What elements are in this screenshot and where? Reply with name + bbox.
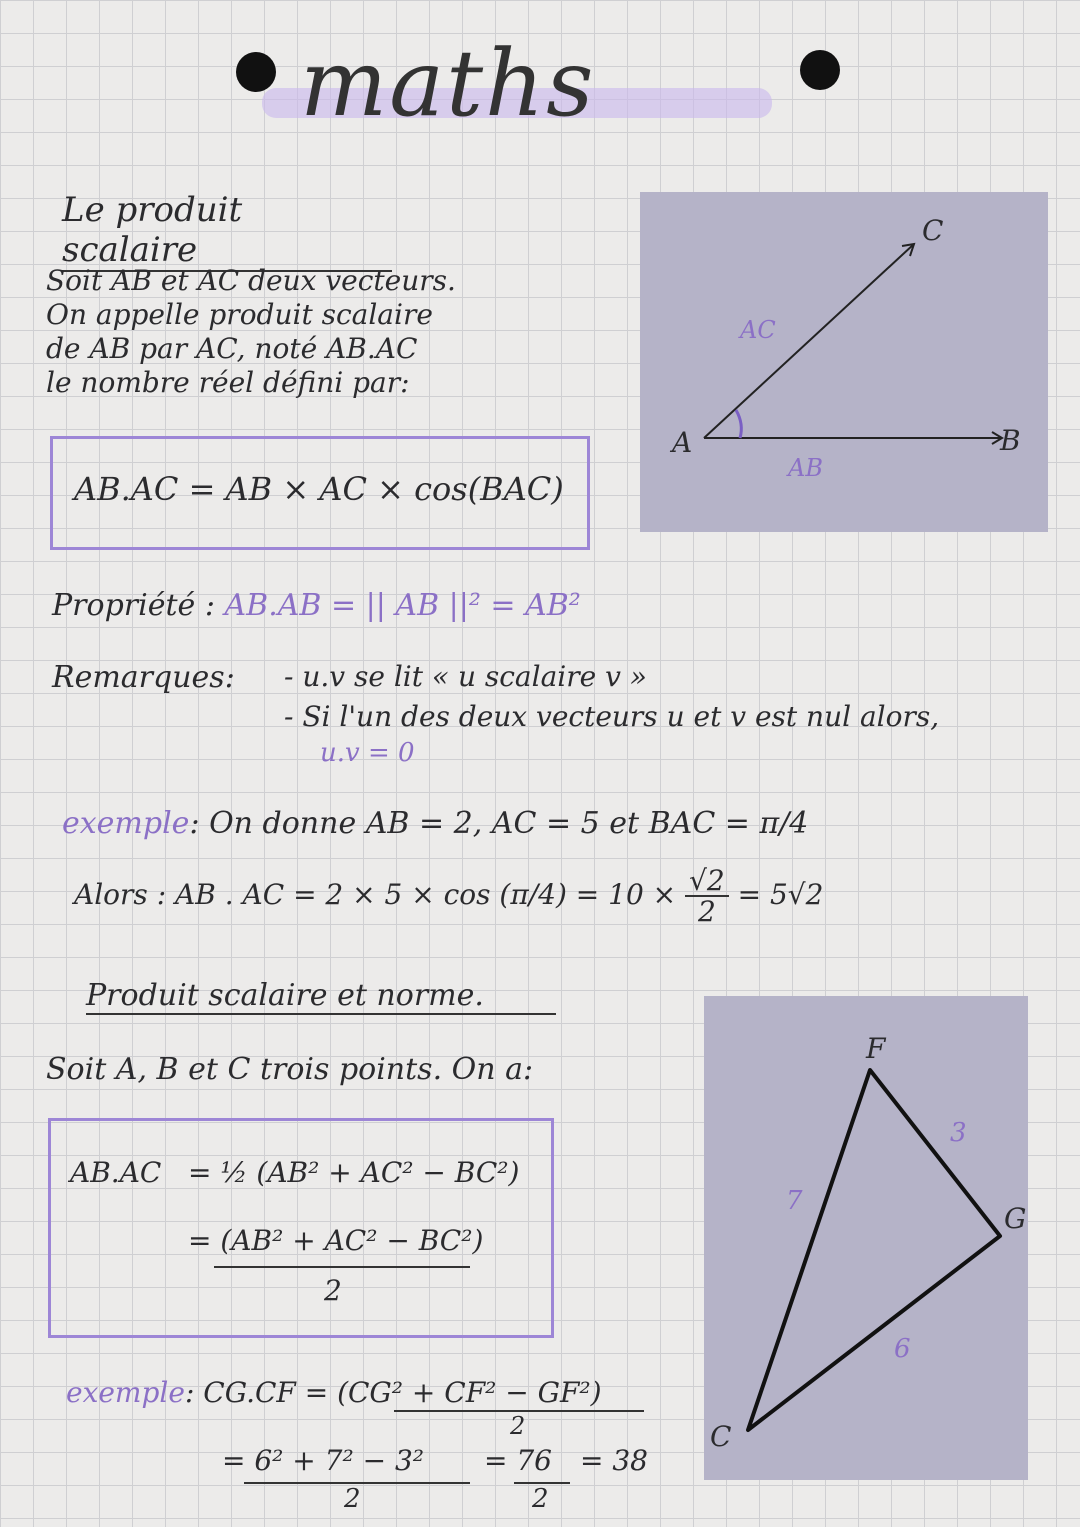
norm-formula-line-1: = ½ (AB² + AC² − BC²) bbox=[188, 1156, 520, 1189]
sqrt2-denominator: 2 bbox=[697, 895, 716, 929]
norm-formula-line-2-num: = (AB² + AC² − BC²) bbox=[188, 1224, 484, 1257]
intro-line-1: Soit AB et AC deux vecteurs. bbox=[46, 264, 456, 297]
triangle-diagram bbox=[704, 996, 1028, 1480]
sqrt2-numerator: √2 bbox=[685, 866, 729, 897]
vector-diagram bbox=[640, 192, 1048, 532]
example-2-label: exemple bbox=[66, 1376, 185, 1409]
example-2-formula: : CG.CF = (CG² + CF² − GF²) bbox=[184, 1376, 602, 1409]
property-label: Propriété bbox=[52, 588, 196, 623]
example-2-mid-den: 2 bbox=[532, 1484, 549, 1514]
point-f-label: F bbox=[866, 1032, 886, 1065]
section2-intro: Soit A, B et C trois points. On a: bbox=[46, 1052, 534, 1087]
example-2-line-1 bbox=[66, 1376, 602, 1409]
example-1-calc-start: Alors : AB . AC = 2 × 5 × cos ( bbox=[74, 877, 511, 911]
example-2-line-2-num: = 6² + 7² − 3² bbox=[222, 1444, 425, 1477]
side-fg-label: 3 bbox=[950, 1118, 967, 1148]
norm-formula-line-2-den: 2 bbox=[324, 1274, 342, 1307]
property-line: Propriété : AB.AB = || AB ||² = AB² bbox=[52, 588, 581, 623]
intro-line-3: de AB par AC, noté AB.AC bbox=[46, 332, 418, 365]
triangle-diagram-panel bbox=[704, 996, 1028, 1480]
section-heading-norme: Produit scalaire et norme. bbox=[86, 978, 556, 1015]
example-1-line-2 bbox=[74, 866, 823, 927]
example-2-den-1: 2 bbox=[510, 1412, 526, 1440]
example-1-pi-over-4: π/4 bbox=[510, 877, 556, 911]
page-title: maths bbox=[300, 30, 596, 137]
example-2-result: = 38 bbox=[580, 1444, 648, 1477]
intro-text bbox=[46, 264, 566, 400]
point-a-label: A bbox=[672, 426, 693, 459]
section-heading-produit-scalaire: Le produit scalaire bbox=[62, 190, 392, 272]
remarks-label: Remarques: bbox=[52, 660, 235, 695]
example-1-line-1 bbox=[62, 806, 808, 841]
vector-diagram-panel bbox=[640, 192, 1048, 532]
binder-hole-left bbox=[236, 52, 276, 92]
property-formula: AB.AB = || AB ||² = AB² bbox=[224, 588, 581, 623]
norm-formula-fraction-bar bbox=[214, 1266, 470, 1268]
point-c-label: C bbox=[922, 214, 944, 247]
example-1-calc-mid: ) = 10 × bbox=[555, 877, 677, 911]
side-cg-label: 6 bbox=[894, 1334, 911, 1364]
example-2-den-2: 2 bbox=[344, 1484, 361, 1514]
side-cf-label: 7 bbox=[786, 1186, 803, 1216]
definition-formula: AB.AC = AB × AC × cos(BAC) bbox=[74, 470, 564, 508]
remark-2: - Si l'un des deux vecteurs u et v est nul alors, bbox=[284, 700, 940, 733]
intro-line-2: On appelle produit scalaire bbox=[46, 298, 433, 331]
sqrt2-over-2 bbox=[685, 866, 729, 927]
point-b-label: B bbox=[1000, 424, 1021, 457]
example-2-mid-num: = 76 bbox=[484, 1444, 552, 1477]
point-g-label: G bbox=[1004, 1202, 1027, 1235]
binder-hole-right bbox=[800, 50, 840, 90]
example-1-statement: : On donne AB = 2, AC = 5 et BAC = π/4 bbox=[189, 806, 809, 841]
remark-3: u.v = 0 bbox=[320, 738, 415, 768]
example-1-result: = 5√2 bbox=[737, 877, 824, 911]
point-c2-label: C bbox=[710, 1420, 732, 1453]
norm-formula-lhs: AB.AC bbox=[70, 1156, 162, 1189]
intro-line-4: le nombre réel défini par: bbox=[46, 366, 410, 399]
remark-1: - u.v se lit « u scalaire v » bbox=[284, 660, 647, 693]
example-1-label: exemple bbox=[62, 806, 190, 841]
vector-ac-label: AC bbox=[740, 316, 776, 344]
vector-ab-label: AB bbox=[788, 454, 823, 482]
